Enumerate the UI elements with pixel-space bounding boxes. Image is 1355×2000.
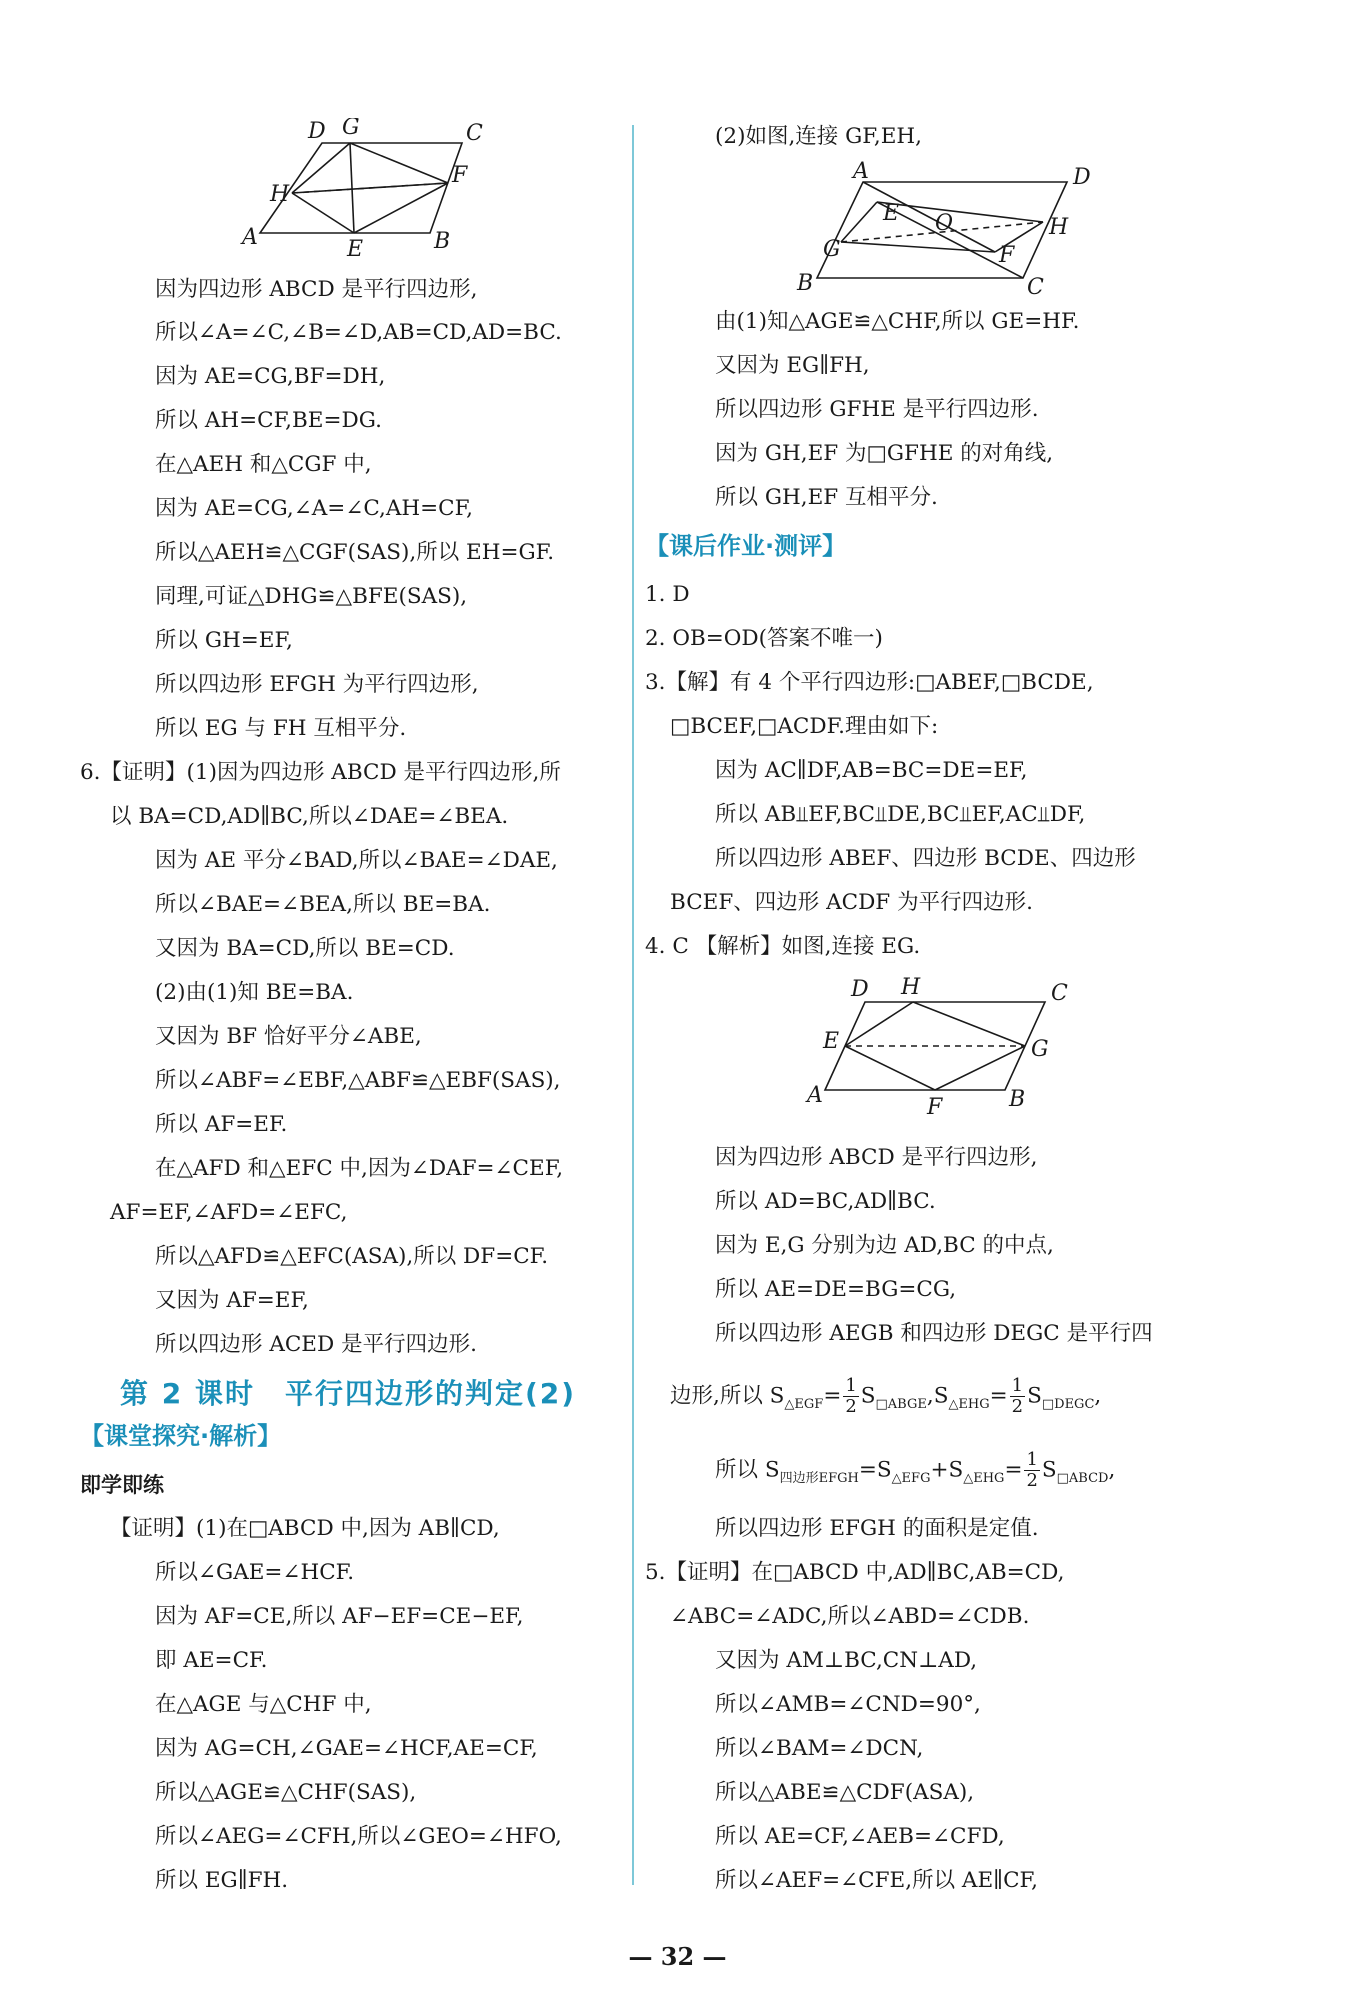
fig3-label-C: C [1051,981,1068,1006]
text-line: 所以 AH=CF,BE=DG. [155,408,382,433]
text-line: AF=EF,∠AFD=∠EFC, [110,1200,348,1225]
text-line: 又因为 BA=CD,所以 BE=CD. [155,936,455,961]
figure-parallelogram-abcd-ehgf [795,972,1095,1122]
text-line: 所以 GH,EF 互相平分. [715,485,938,510]
fig3-label-F: F [927,1095,943,1120]
fig2-label-G: G [823,237,841,262]
text-line: 因为四边形 ABCD 是平行四边形, [715,1145,1038,1170]
text-line: 同理,可证△DHG≌△BFE(SAS), [155,584,468,609]
text-line: 因为 AC∥DF,AB=BC=DE=EF, [715,758,1028,783]
text-line: 因为四边形 ABCD 是平行四边形, [155,277,478,302]
fig3-label-G: G [1031,1037,1049,1062]
fig3-label-A: A [807,1083,823,1108]
text-line: 所以 AE=CF,∠AEB=∠CFD, [715,1824,1005,1849]
text-line: 所以四边形 EFGH 的面积是定值. [715,1516,1039,1541]
proof-line: 因为 AG=CH,∠GAE=∠HCF,AE=CF, [155,1736,538,1761]
fig2-label-H: H [1049,215,1069,240]
answer-2: 2. OB=OD(答案不唯一) [645,626,883,651]
fig1-label-G: G [342,118,360,140]
text-line: 所以四边形 ABEF、四边形 BCDE、四边形 [715,846,1136,871]
text-line: 所以∠AEF=∠CFE,所以 AE∥CF, [715,1868,1038,1893]
text-line: 所以四边形 ACED 是平行四边形. [155,1332,477,1357]
proof-line: 【证明】(1)在□ABCD 中,因为 AB∥CD, [110,1516,500,1541]
text-line: 所以△AFD≌△EFC(ASA),所以 DF=CF. [155,1244,549,1269]
text-line: 所以∠ABF=∠EBF,△ABF≌△EBF(SAS), [155,1068,561,1093]
text-line: □BCEF,□ACDF.理由如下: [670,714,939,739]
figure-parallelogram-abcd-efgh [230,118,570,268]
section-heading: 【课堂探究·解析】 [80,1422,282,1450]
text-line: 所以∠BAM=∠DCN, [715,1736,924,1761]
proof-line: 所以△AGE≌△CHF(SAS), [155,1780,417,1805]
answer-4: 4. C 【解析】如图,连接 EG. [645,934,921,959]
text-line: 所以 AF=EF. [155,1112,288,1137]
column-divider [632,125,634,1885]
text-line: 所以 GH=EF, [155,628,293,653]
answer-3: 3.【解】有 4 个平行四边形:□ABEF,□BCDE, [645,670,1094,695]
text-line: BCEF、四边形 ACDF 为平行四边形. [670,890,1033,915]
text-line: 又因为 AM⊥BC,CN⊥AD, [715,1648,978,1673]
fig1-label-D: D [308,119,326,144]
text-line: 因为 AE 平分∠BAD,所以∠BAE=∠DAE, [155,848,558,873]
figure-parallelogram-abcd-gfhe [785,160,1115,300]
text-line: (2)由(1)知 BE=BA. [155,980,354,1005]
page-number: — 32 — [628,1942,727,1971]
proof-line: 所以∠AEG=∠CFH,所以∠GEO=∠HFO, [155,1824,562,1849]
fig1-label-B: B [434,229,451,254]
fig3-label-B: B [1009,1087,1026,1112]
text-line: 所以△AEH≌△CGF(SAS),所以 EH=GF. [155,540,555,565]
fig2-label-A: A [853,160,869,184]
text-line: 所以四边形 AEGB 和四边形 DEGC 是平行四 [715,1321,1153,1346]
answer-5: 5.【证明】在□ABCD 中,AD∥BC,AB=CD, [645,1560,1065,1585]
fig3-label-H: H [901,975,921,1000]
area-equation-line-1: 边形,所以 $S_{\triangle EGF}=$ $\frac{1}{2}$ $S_{□ABGE},S_{\triangle EHG}=$ $\frac{1}{2}$ $S_{□DEGC}$, [670,1375,1102,1417]
fig2-label-F: F [999,243,1015,268]
text-line: 又因为 BF 恰好平分∠ABE, [155,1024,422,1049]
text-line: 所以 AE=DE=BG=CG, [715,1277,957,1302]
section-heading: 【课后作业·测评】 [645,532,847,560]
text-line: 所以四边形 EFGH 为平行四边形, [155,672,479,697]
text-line: 在△AFD 和△EFC 中,因为∠DAF=∠CEF, [155,1156,564,1181]
fig1-label-C: C [466,121,483,146]
lesson-title: 第 2 课时 平行四边形的判定(2) [120,1377,577,1410]
proof-line: 在△AGE 与△CHF 中, [155,1692,372,1717]
proof-line: 所以 EG∥FH. [155,1868,289,1893]
subheading: 即学即练 [80,1473,164,1497]
text-line: 所以△ABE≌△CDF(ASA), [715,1780,975,1805]
fig2-label-D: D [1073,165,1091,190]
text-line: 又因为 EG∥FH, [715,353,870,378]
fig3-label-D: D [851,977,869,1002]
fig1-label-H: H [270,182,290,207]
fig1-label-E: E [347,237,364,262]
text-line: 因为 GH,EF 为□GFHE 的对角线, [715,441,1054,466]
problem-6-line: 6.【证明】(1)因为四边形 ABCD 是平行四边形,所 [80,760,561,785]
text-line: 由(1)知△AGE≌△CHF,所以 GE=HF. [715,309,1080,334]
text-line: 所以四边形 GFHE 是平行四边形. [715,397,1039,422]
text-line: 所以∠AMB=∠CND=90°, [715,1692,981,1717]
text-line: 所以∠A=∠C,∠B=∠D,AB=CD,AD=BC. [155,320,562,345]
fig2-label-O: O [935,211,954,236]
answer-1: 1. D [645,582,690,607]
proof-line: 即 AE=CF. [155,1648,268,1673]
text-line: 因为 E,G 分别为边 AD,BC 的中点, [715,1233,1054,1258]
proof-line: 因为 AF=CE,所以 AF−EF=CE−EF, [155,1604,524,1629]
fig2-label-B: B [797,271,814,296]
fig2-label-E: E [883,201,900,226]
fig1-label-A: A [242,225,258,250]
fig1-label-F: F [452,163,468,188]
text-line: 所以∠BAE=∠BEA,所以 BE=BA. [155,892,491,917]
text-line: 所以 AB⫫EF,BC⫫DE,BC⫫EF,AC⫫DF, [715,802,1086,827]
area-equation-line-2: 所以 $S_{四边形EFGH}=S_{\triangle EFG}+S_{\triangle EHG}=$ $\frac{1}{2}$ $S_{□ABCD}$, [715,1449,1116,1491]
text-line: 所以 AD=BC,AD∥BC. [715,1189,936,1214]
text-line: 在△AEH 和△CGF 中, [155,452,372,477]
text-line: (2)如图,连接 GF,EH, [715,124,922,149]
text-line: 所以 EG 与 FH 互相平分. [155,716,407,741]
fig2-label-C: C [1027,275,1044,300]
text-line: ∠ABC=∠ADC,所以∠ABD=∠CDB. [670,1604,1030,1629]
text-line: 以 BA=CD,AD∥BC,所以∠DAE=∠BEA. [110,804,509,829]
text-line: 又因为 AF=EF, [155,1288,309,1313]
proof-line: 所以∠GAE=∠HCF. [155,1560,355,1585]
text-line: 因为 AE=CG,BF=DH, [155,364,386,389]
text-line: 因为 AE=CG,∠A=∠C,AH=CF, [155,496,473,521]
fig3-label-E: E [823,1029,840,1054]
